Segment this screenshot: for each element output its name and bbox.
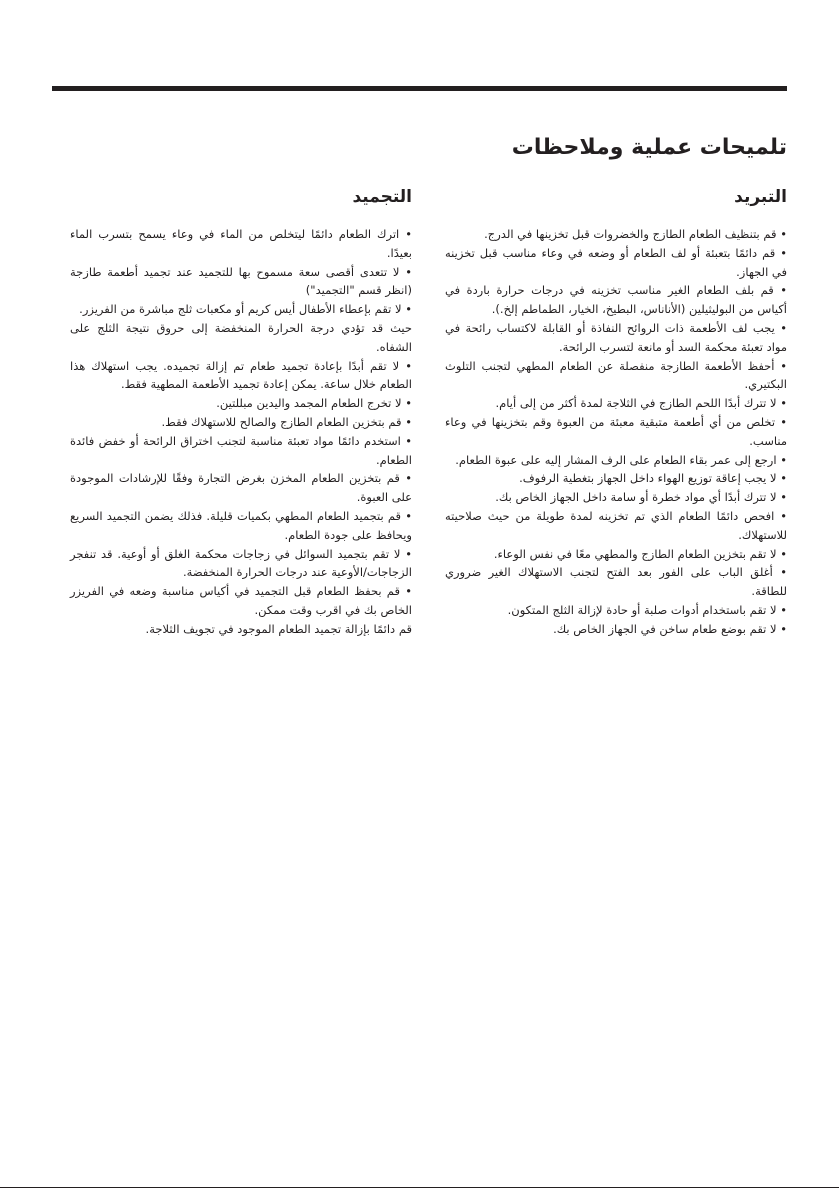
freezing-item: • لا تخرج الطعام المجمد واليدين مبللتين. <box>216 396 412 411</box>
cooling-item: • لا تترك أبدًا اللحم الطازج في الثلاجة لمدة أكثر من إلى أيام. <box>495 396 787 411</box>
freezing-item: • قم بحفظ الطعام قبل التجميد في أكياس مناسبة وضعه في الفريزر الخاص بك في اقرب وقت ممكن. <box>70 584 412 617</box>
cooling-item: • تخلص من أي أطعمة متبقية معبئة من العبوة وقم بتخزينها في وعاء مناسب. <box>445 414 787 448</box>
freezing-item: • قم بتخزين الطعام الطازج والصالح للاستهلاك فقط. <box>161 414 412 429</box>
freezing-item: قم دائمًا بإزالة تجميد الطعام الموجود في تجويف الثلاجة. <box>145 621 412 636</box>
freezing-item: • لا تقم أبدًا بإعادة تجميد طعام تم إزالة تجميده. يجب استهلاك هذا الطعام خلال ساعة. يمكن إعادة تجميد الأطعمة المطهية فقط. <box>70 358 412 392</box>
freezing-item: • لا تتعدى أقصى سعة مسموح بها للتجميد عند تجميد أطعمة طازجة (انظر قسم "التجميد") <box>70 264 412 298</box>
freezing-item: حيث قد تؤدي درجة الحرارة المنخفضة إلى حروق نتيجة الثلج على الشفاه. <box>70 320 412 354</box>
freezing-item: • لا تقم بإعطاء الأطفال أيس كريم أو مكعبات ثلج مباشرة من الفريزر. <box>79 302 412 317</box>
cooling-item: • لا تقم بتخزين الطعام الطازج والمطهي معًا في نفس الوعاء. <box>493 546 787 561</box>
cooling-item: • قم بتنظيف الطعام الطازج والخضروات قبل تخزينها في الدرج. <box>484 227 787 241</box>
freezing-item: • قم بتجميد الطعام المطهي بكميات قليلة. فذلك يضمن التجميد السريع ويحافظ على جودة الطعام. <box>70 508 412 542</box>
cooling-item: • لا تقم بوضع طعام ساخن في الجهاز الخاص بك. <box>553 621 787 636</box>
cooling-section <box>445 180 787 639</box>
page-title: تلميحات عملية وملاحظات <box>511 135 787 160</box>
freezing-item: • لا تقم بتجميد السوائل في زجاجات محكمة الغلق أو أوعية. قد تنفجر الزجاجات/الأوعية عند درجات الحرارة المنخفضة. <box>70 546 412 580</box>
cooling-item: • أغلق الباب على الفور بعد الفتح لتجنب الاستهلاك الغير ضروري للطاقة. <box>445 565 787 599</box>
cooling-item: • لا تقم باستخدام أدوات صلبة أو حادة لإزالة الثلج المتكون. <box>507 602 787 617</box>
cooling-heading: التبريد <box>734 187 787 207</box>
freezing-heading: التجميد <box>352 187 412 207</box>
cooling-item: • افحص دائمًا الطعام الذي تم تخزينه لمدة طويلة من حيث صلاحيته للاستهلاك. <box>445 508 787 542</box>
freezing-item: • قم بتخزين الطعام المخزن بغرض التجارة وفقًا للإرشادات الموجودة على العبوة. <box>70 471 412 505</box>
cooling-item: • قم بلف الطعام الغير مناسب تخزينه في درجات حرارة باردة في أكياس من البوليثيلين (الأناناس، البطيخ، الخيار، الطماطم إلخ.). <box>445 283 787 317</box>
cooling-item: • ارجع إلى عمر بقاء الطعام على الرف المشار إليه على عبوة الطعام. <box>455 452 787 467</box>
cooling-item: • لا تترك أبدًا أي مواد خطرة أو سامة داخل الجهاز الخاص بك. <box>495 490 787 505</box>
top-rule <box>52 86 787 91</box>
cooling-item: • أحفظ الأطعمة الطازجة منفصلة عن الطعام المطهي لتجنب التلوث البكتيري. <box>445 358 787 392</box>
freezing-item: • اترك الطعام دائمًا ليتخلص من الماء في وعاء يسمح بتسرب الماء بعيدًا. <box>70 227 412 260</box>
cooling-list <box>445 225 787 639</box>
bottom-rule <box>0 1187 839 1188</box>
cooling-item: • قم دائمًا بتعبئة أو لف الطعام أو وضعه في وعاء مناسب قبل تخزينه في الجهاز. <box>445 245 787 279</box>
freezing-item: • استخدم دائمًا مواد تعبئة مناسبة لتجنب اختراق الرائحة أو خفض فائدة الطعام. <box>70 433 412 467</box>
cooling-item: • لا يجب إعاقة توزيع الهواء داخل الجهاز بتغطية الرفوف. <box>519 471 787 486</box>
cooling-item: • يجب لف الأطعمة ذات الروائح النفاذة أو القابلة لاكتساب رائحة في مواد تعبئة محكمة السد أو مانعة لتسرب الرائحة. <box>445 320 787 354</box>
freezing-list <box>70 225 412 639</box>
freezing-section <box>70 180 412 639</box>
